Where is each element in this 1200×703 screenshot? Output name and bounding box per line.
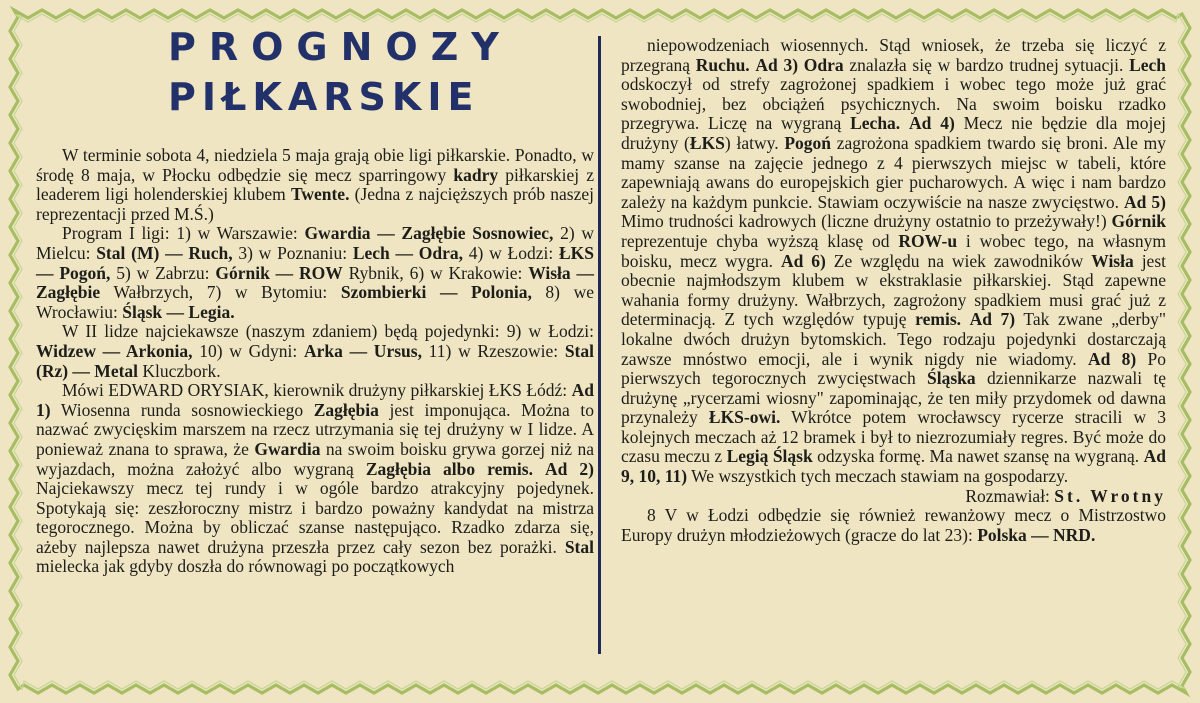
text-run: odzyska formę. Ma nawet szansę na wygraną. xyxy=(812,446,1144,467)
headline xyxy=(168,25,588,119)
bold-text: ŁKS-owi. xyxy=(708,407,781,428)
bold-text: Twente. xyxy=(290,184,350,205)
left-column xyxy=(36,26,594,674)
text-run: Kluczbork. xyxy=(138,360,221,381)
right-column xyxy=(621,26,1166,674)
text-run: W terminie sobota 4, niedziela 5 maja grają obie ligi piłkarskie. Ponadto, w środę 8 maja, w Płocku odbędzie się mecz sparringowy xyxy=(36,145,594,185)
bold-text: Ad 9, 10, 11) xyxy=(621,446,1166,487)
bold-text: Śląska xyxy=(927,368,976,389)
bold-text: ROW-u xyxy=(898,230,958,251)
text-run: W II lidze najciekawsze (naszym zdaniem) będą pojedynki: 9) w Łodzi: xyxy=(62,321,594,342)
text-run: Mecz nie będzie dla mojej drużyny ( xyxy=(621,113,1167,153)
text-run: 8 V w Łodzi odbędzie się również rewanżowy mecz o Mistrzostwo Europy drużyn młodzieżowych (gracze do lat 23): xyxy=(621,505,1166,545)
bold-text: Arka — Ursus, xyxy=(303,340,422,361)
text-run: Program I ligi: 1) w Warszawie: xyxy=(62,223,305,244)
bold-text: Wisła — Zagłębie xyxy=(36,262,594,303)
paragraph-interview-continued xyxy=(621,36,1166,487)
bold-text: Stal (M) — Ruch, xyxy=(96,242,233,263)
text-run xyxy=(961,309,970,329)
bold-text: Górnik — ROW xyxy=(215,262,343,283)
headline-line-2: PIŁKARSKIE xyxy=(168,75,480,119)
bold-text: Ad 8) xyxy=(1087,348,1137,369)
text-run: Wkrótce potem wrocławscy rycerze stracili w 3 kolejnych meczach aż 12 bramek i był to niezrozumiały regres. Być może do czasu meczu z xyxy=(621,407,1166,467)
bold-text: Stal (Rz) — Metal xyxy=(36,340,594,381)
bold-text: Ad 5) xyxy=(1124,191,1166,212)
text-run: We wszystkich tych meczach stawiam na gospodarzy. xyxy=(687,466,1069,487)
text-run: Najciekawszy mecz tej rundy i w ogóle bardzo atrakcyjny pojedynek. Spotykają się: zeszłoroczny mistrz i bardzo poważny kandydat na mistrza tegorocznego. Można by obliczać szanse następująco. Rzadko zdarza się, ażeby najlepsza nawet drużyna przeszła przez cały sezon bez porażki. xyxy=(36,478,594,557)
text-run: Wiosenna runda sosnowieckiego xyxy=(50,399,314,420)
text-run: 2) w Mielcu: xyxy=(36,223,595,263)
bold-text: Lecha. xyxy=(850,113,901,134)
text-run: jest obecnie najmłodszym klubem w ekstraklasie piłkarskiej. Stąd zapewne wahania formy drużyny. Wałbrzych, zagrożony spadkiem musi grać już z determinacją. Z tych względów typuję xyxy=(621,250,1166,330)
text-run: ) łatwy. xyxy=(724,132,785,153)
bold-text: Ad 2) xyxy=(545,458,595,479)
bold-text: Legią Śląsk xyxy=(726,446,813,467)
bold-text: Lech — Odra, xyxy=(352,242,464,263)
text-run xyxy=(900,113,909,133)
column-divider xyxy=(598,36,601,654)
text-run: i wobec tego, na własnym boisku, mecz wygra. xyxy=(621,230,1166,271)
paragraph-league-1-program xyxy=(36,224,594,322)
text-run: jest imponująca. Można to nazwać zwycięskim marszem na rzecz utrzymania się tej drużyny w I lidze. A ponieważ znana to sprawa, że xyxy=(36,399,594,459)
bold-text: Ruchu. xyxy=(695,54,750,75)
bold-text: Górnik xyxy=(1111,211,1166,232)
text-run: Ze względu na wiek zawodników xyxy=(825,250,1092,271)
text-run: Po pierwszych tegorocznych zwycięstwach xyxy=(621,348,1166,389)
text-run: na swoim boisku grywa gorzej niż na wyjazdach, można założyć albo wygraną xyxy=(36,438,595,479)
paragraph-youth-match xyxy=(621,506,1166,545)
bold-text: Widzew — Arkonia, xyxy=(36,340,193,361)
bold-text: Gwardia xyxy=(254,438,321,459)
bold-text: Śląsk — Legia. xyxy=(122,301,235,322)
bold-text: St. Wrotny xyxy=(1054,485,1166,506)
bold-text: Zagłębia xyxy=(313,399,379,420)
text-run: Rybnik, 6) w Krakowie: xyxy=(342,262,529,283)
bold-text: ŁKS — Pogoń, xyxy=(36,242,594,283)
text-run: reprezentuje chyba wyższą klasę od xyxy=(621,230,899,251)
bold-text: Ad 4) xyxy=(909,113,955,134)
text-run: odskoczył od strefy zagrożonej spadkiem i wobec tego może już grać swobodniej, bez obciążeń psychicznych. Na swoim boisku rzadko przegrywa. Liczę na wygraną xyxy=(621,74,1166,134)
bold-text: Odra xyxy=(803,54,844,75)
bold-text: Szombierki — Polonia, xyxy=(340,282,532,303)
bold-text: Ad 1) xyxy=(36,380,594,420)
bold-text: Ad 6) xyxy=(780,250,826,271)
paragraph-interview-start xyxy=(36,381,594,577)
article xyxy=(36,26,1176,674)
headline-line-1: PROGNOZY xyxy=(168,25,512,69)
text-run: mielecka jak gdyby doszła do równowagi po początkowych xyxy=(36,556,455,577)
bold-text: Pogoń xyxy=(784,132,831,153)
text-run: znalazła się w bardzo trudnej sytuacji. xyxy=(843,54,1130,75)
right-column-text xyxy=(621,36,1166,545)
text-run: Mówi EDWARD ORYSIAK, kierownik drużyny piłkarskiej ŁKS Łódź: xyxy=(62,380,572,401)
left-column-text xyxy=(36,146,594,577)
text-run: piłkarskiej z leaderem ligi holenderskiej klubem xyxy=(36,164,595,205)
bold-text: kadry xyxy=(453,164,499,185)
text-run: 4) w Łodzi: xyxy=(463,242,559,263)
paragraph-league-2-program xyxy=(36,322,594,381)
text-run: zagrożona spadkiem twardo się broni. Ale my mamy szanse na zajęcie jednego z 4 pierwszych miejsc w tabeli, które zapewniają awans do europejskich gier pucharowych. A więc i nam bardzo zależy na każdym punkcie. Stawiam oczywiście na nasze zwycięstwo. xyxy=(621,132,1166,212)
text-run: (Jedna z najcięższych prób naszej reprezentacji przed M.Ś.) xyxy=(36,184,594,224)
text-run xyxy=(533,459,545,479)
bold-text: Lech xyxy=(1129,54,1167,75)
text-run: Tak zwane „derby" lokalne dwóch drużyn bytomskich. Tego rodzaju pojedynki dostarczają zawsze mnóstwo emocji, ale i wynik nigdy nie wiadomy. xyxy=(621,309,1167,369)
bold-text: remis. xyxy=(915,309,961,330)
text-run: Rozmawiał: xyxy=(965,485,1055,506)
text-run: 3) w Poznaniu: xyxy=(232,242,353,263)
bold-text: Wisła xyxy=(1091,250,1134,271)
text-run: dziennikarze nazwali tę drużynę „rycerzami wiosny" zapominając, że ten miły przydomek od dawna przynależy xyxy=(621,368,1166,428)
text-run: 5) w Zabrzu: xyxy=(110,262,216,283)
text-run: niepowodzeniach wiosennych. Stąd wniosek, że trzeba się liczyć z przegraną xyxy=(621,35,1166,75)
text-run: Wałbrzych, 7) w Bytomiu: xyxy=(100,282,341,303)
bold-text: Ad 7) xyxy=(969,309,1016,330)
text-run: 8) we Wrocławiu: xyxy=(36,282,594,322)
bold-text: Polska — NRD. xyxy=(977,524,1096,545)
bold-text: Ad 3) xyxy=(755,54,799,75)
text-run: Mimo trudności kadrowych (liczne drużyny ostatnio to przeżywały!) xyxy=(621,211,1112,232)
bold-text: Zagłębia albo remis. xyxy=(365,458,533,479)
bold-text: Gwardia — Zagłębie Sosnowiec, xyxy=(304,223,554,244)
bold-text: ŁKS xyxy=(689,132,725,153)
text-run: 11) w Rzeszowie: xyxy=(421,340,565,361)
bold-text: Stal xyxy=(564,536,594,557)
byline xyxy=(621,487,1166,507)
paragraph-intro xyxy=(36,146,594,224)
text-run: 10) w Gdyni: xyxy=(192,340,304,361)
